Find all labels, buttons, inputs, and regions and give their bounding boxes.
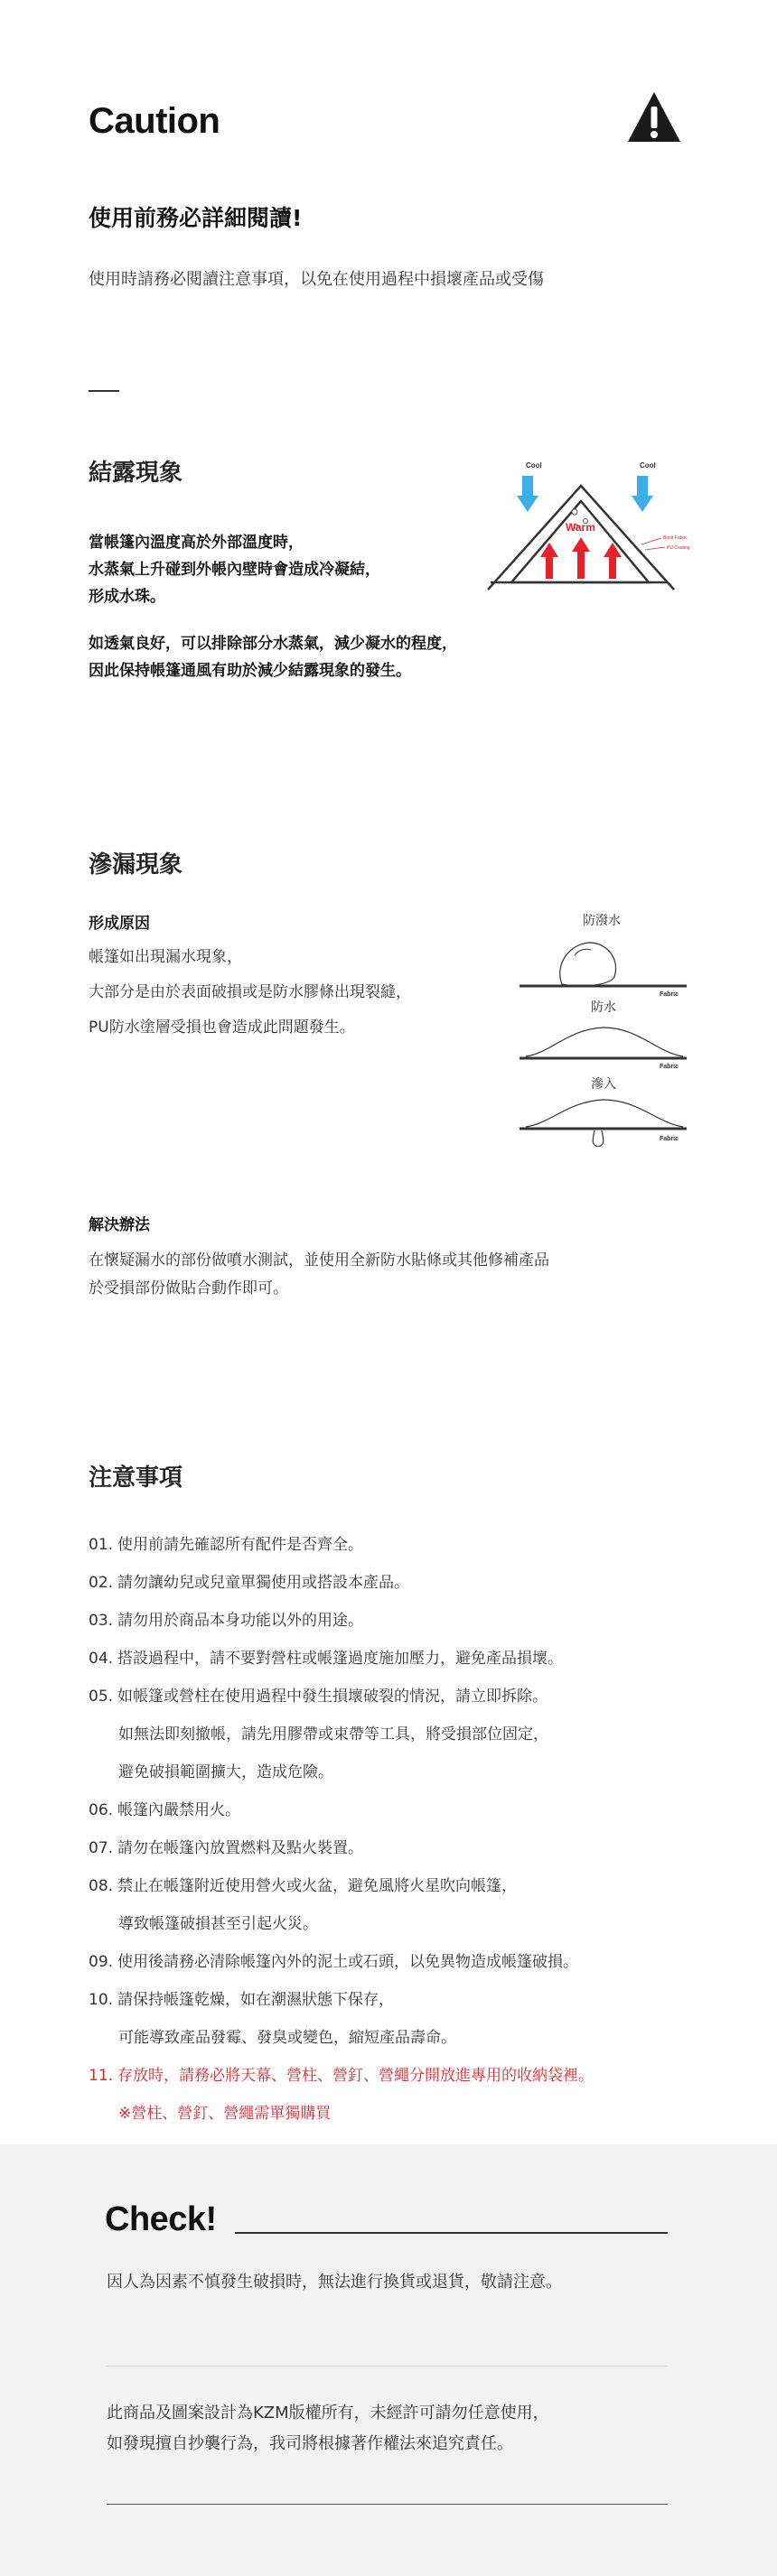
intro-heading: 使用前務必詳細閱讀! bbox=[89, 205, 303, 231]
note-item-continued: 導致帳篷破損甚至引起火災。 bbox=[118, 1915, 318, 1933]
fabric-label: Bonit Fabric bbox=[663, 535, 688, 541]
condensation-title: 結露現象 bbox=[89, 460, 183, 487]
blue-arrow-right bbox=[632, 476, 653, 512]
water-spread bbox=[526, 1028, 683, 1056]
note-item: 07. 請勿在帳篷內放置燃料及點火裝置。 bbox=[89, 1839, 363, 1857]
fabric-label: Fabric bbox=[660, 991, 679, 998]
condensation-line: 如透氣良好，可以排除部分水蒸氣，減少凝水的程度， bbox=[89, 635, 457, 653]
condensation-line: 形成水珠。 bbox=[89, 588, 165, 606]
note-item-continued: 避免破損範圍擴大，造成危險。 bbox=[118, 1763, 333, 1781]
warm-label: Warm bbox=[566, 521, 595, 534]
cause-line: 帳篷如出現漏水現象， bbox=[89, 948, 242, 966]
fabric-label: Fabric bbox=[660, 1136, 679, 1142]
copyright-line: 如發現擅自抄襲行為，我司將根據著作權法來追究責任。 bbox=[107, 2434, 513, 2453]
check-title-rule bbox=[235, 2232, 668, 2234]
short-divider bbox=[89, 390, 119, 392]
bottom-divider bbox=[107, 2504, 668, 2505]
note-item: 02. 請勿讓幼兒或兒童單獨使用或搭設本產品。 bbox=[89, 1574, 409, 1592]
note-item: 05. 如帳篷或營柱在使用過程中發生損壞破裂的情況，請立即拆除。 bbox=[89, 1688, 548, 1706]
condensation-text-2 bbox=[89, 630, 457, 684]
caution-title: Caution bbox=[89, 101, 220, 141]
intro-text: 使用時請務必閱讀注意事項，以免在使用過程中損壞產品或受傷 bbox=[89, 270, 544, 289]
note-item-continued: 可能導致產品發霉、發臭或變色，縮短產品壽命。 bbox=[118, 2029, 456, 2047]
warning-icon bbox=[626, 90, 682, 144]
note-item-highlight: 11. 存放時，請務必將天幕、營柱、營釘、營繩分開放進專用的收納袋裡。 bbox=[89, 2067, 594, 2085]
note-item: 03. 請勿用於商品本身功能以外的用途。 bbox=[89, 1612, 363, 1630]
cause-line: PU防水塗層受損也會造成此問題發生。 bbox=[89, 1018, 355, 1037]
notes-list bbox=[89, 1526, 721, 2133]
note-item: 08. 禁止在帳篷附近使用營火或火盆，避免風將火星吹向帳篷， bbox=[89, 1877, 517, 1895]
condensation-text bbox=[89, 529, 380, 610]
note-item: 06. 帳篷內嚴禁用火。 bbox=[89, 1801, 240, 1819]
water-repellent-label: 防潑水 bbox=[583, 914, 621, 928]
condensation-line: 因此保持帳篷通風有助於減少結露現象的發生。 bbox=[89, 662, 411, 680]
note-item-continued: 如無法即刻撤帳，請先用膠帶或束帶等工具，將受損部位固定， bbox=[118, 1725, 548, 1744]
solution-text bbox=[89, 1242, 549, 1308]
copyright-line: 此商品及圖案設計為KZM版權所有，未經許可請勿任意使用， bbox=[107, 2404, 549, 2423]
seepage-label: 滲入 bbox=[591, 1077, 616, 1092]
note-item-highlight-continued: ※營柱、營釘、營繩需單獨購買 bbox=[118, 2105, 332, 2123]
waterproof-label: 防水 bbox=[591, 1000, 616, 1015]
note-item: 09. 使用後請務必清除帳篷內外的泥土或石頭，以免異物造成帳篷破損。 bbox=[89, 1953, 578, 1971]
leakage-diagram bbox=[515, 903, 691, 1147]
cool-right-label: Cool bbox=[640, 461, 656, 470]
note-item: 04. 搭設過程中，請不要對營柱或帳篷過度施加壓力，避免產品損壞。 bbox=[89, 1650, 563, 1668]
cause-heading: 形成原因 bbox=[89, 915, 150, 933]
condensation-line: 水蒸氣上升碰到外帳內壁時會造成冷凝結， bbox=[89, 561, 380, 579]
copyright-text bbox=[107, 2398, 549, 2460]
solution-line: 在懷疑漏水的部份做噴水測試，並使用全新防水貼條或其他修補產品 bbox=[89, 1251, 549, 1269]
check-title: Check! bbox=[105, 2200, 217, 2238]
cause-line: 大部分是由於表面破損或是防水膠條出現裂縫， bbox=[89, 983, 411, 1001]
fabric-label: Fabric bbox=[660, 1064, 679, 1070]
solution-line: 於受損部份做貼合動作即可。 bbox=[89, 1279, 288, 1297]
note-item: 01. 使用前請先確認所有配件是否齊全。 bbox=[89, 1536, 363, 1554]
coating-label: PU Coating bbox=[667, 545, 690, 551]
condensation-line: 當帳篷內溫度高於外部溫度時， bbox=[89, 534, 304, 552]
notes-title: 注意事項 bbox=[89, 1465, 183, 1492]
solution-heading: 解決辦法 bbox=[89, 1216, 150, 1234]
cause-text bbox=[89, 938, 411, 1047]
condensation-diagram bbox=[486, 456, 703, 600]
cool-left-label: Cool bbox=[526, 461, 542, 470]
check-text: 因人為因素不慎發生破損時，無法進行換貨或退貨，敬請注意。 bbox=[107, 2273, 562, 2292]
blue-arrow-left bbox=[517, 476, 538, 512]
note-item: 10. 請保持帳篷乾燥，如在潮濕狀態下保存， bbox=[89, 1991, 394, 2009]
check-divider bbox=[107, 2366, 668, 2367]
seeping-drop bbox=[593, 1130, 604, 1147]
leakage-title: 滲漏現象 bbox=[89, 851, 183, 879]
